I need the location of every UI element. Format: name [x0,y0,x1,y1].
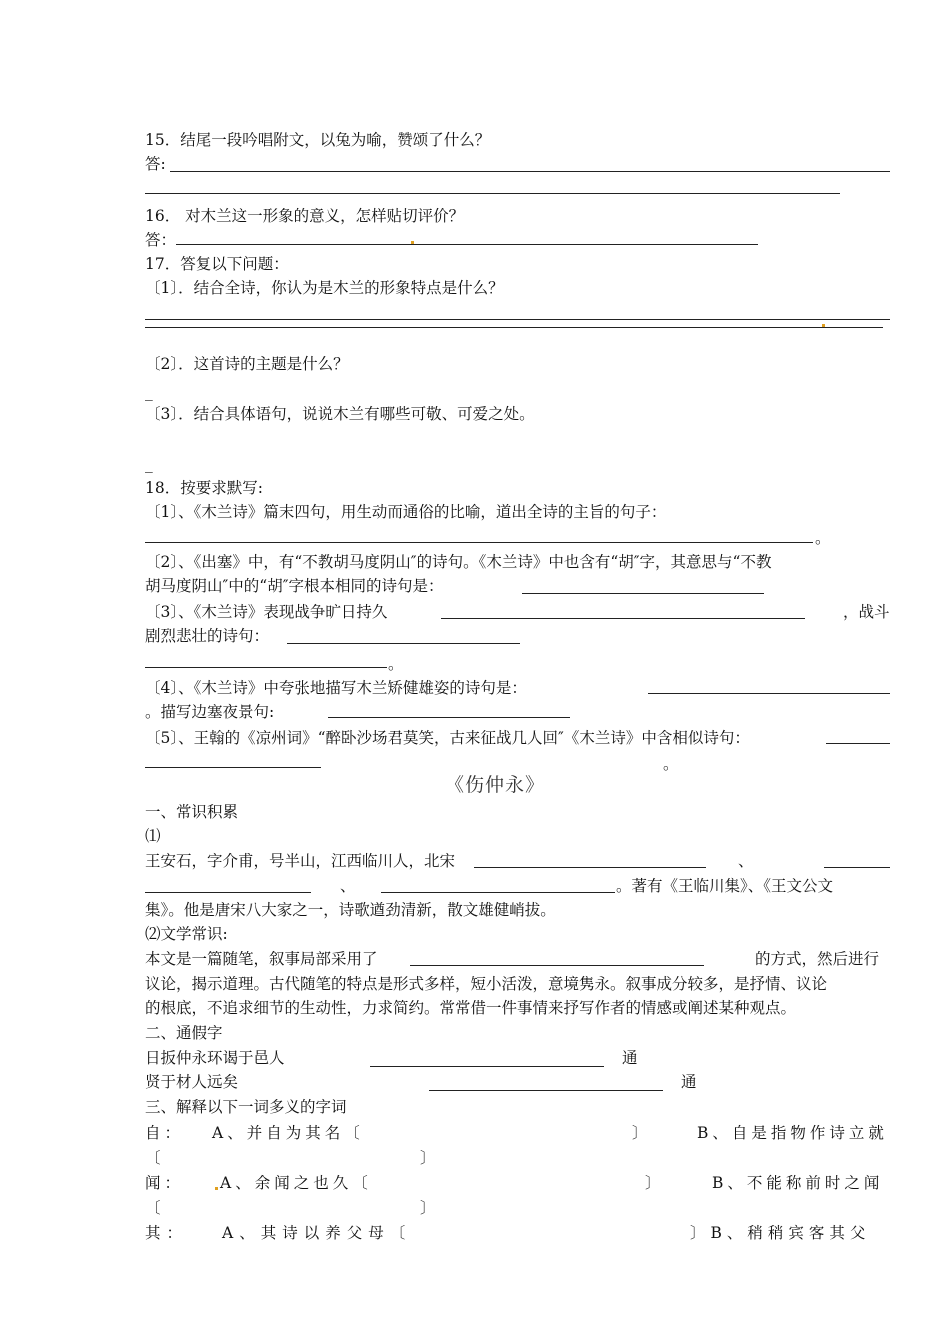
s2-row-2-line[interactable] [429,1090,663,1091]
q18-heading: 18．按要求默写: [145,479,263,497]
s3-wen-open2: 〔 [145,1199,161,1217]
s1-author-sep-1: 、 [738,852,754,870]
q18-part4-a: 〔4〕、《木兰诗》中夸张地描写木兰矫健雄姿的诗句是： [145,679,527,697]
s1-lit-a2: 的方式，然后进行 [755,950,880,968]
q15-answer-label: 答: [145,155,166,173]
s3-wen-b: B、不能称前时之闻 [712,1174,884,1192]
mark-dot [411,241,414,244]
q16-question: 16． 对木兰这一形象的意义，怎样贴切评价？ [145,207,465,225]
q16-answer-line[interactable] [176,244,758,245]
s1-author-line-2[interactable] [824,867,890,868]
s3-qi-b: 〕B、稍稍宾客其父 [690,1224,871,1242]
q18-part2-a: 〔2〕、《出塞》中，有“不教胡马度阴山″的诗句。《木兰诗》中也含有“胡″字，其意思与“不教 [145,553,772,571]
s3-qi-label: 其： [145,1224,189,1242]
q18-part4-b: 。描写边塞夜景句: [145,703,275,721]
s1-author-b: 。著有《王临川集》、《王文公文 [616,877,834,895]
q18-part5-end: 。 [663,755,679,773]
s2-row-2-tong: 通 [681,1073,697,1091]
s1-author-a: 王安石，字介甫，号半山，江西临川人，北宋 [145,852,456,870]
s1-author-line-1[interactable] [474,867,706,868]
q17-part3-dash: _ [145,455,153,473]
q18-part3-c: 剧烈悲壮的诗句： [145,627,270,645]
s3-qi-a: A、其诗以养父母〔 [222,1224,412,1242]
s1-number-2: ⑵文学常识: [145,925,228,943]
q18-part4-line-2[interactable] [328,717,570,718]
s1-lit-b: 议论，揭示道理。古代随笔的特点是形式多样，短小活泼，意境隽永。叙事成分较多，是抒情、议论 [145,975,828,993]
q18-part2-b: 胡马度阴山″中的“胡″字根本相同的诗句是： [145,577,444,595]
s1-number-1: ⑴ [145,827,161,845]
s1-lit-c: 的根底，不追求细节的生动性，力求简约。常常借一件事情来抒写作者的情感或阐述某种观点。 [145,999,797,1017]
q18-part5-line-1[interactable] [826,743,890,744]
q18-part3-line-2[interactable] [287,643,520,644]
q15-answer-line-2[interactable] [145,193,840,194]
s1-author-line-4[interactable] [381,892,615,893]
q18-part1: 〔1〕、《木兰诗》篇末四句，用生动而通俗的比喻，道出全诗的主旨的句子： [145,503,667,521]
q17-part1: 〔1〕．结合全诗，你认为是木兰的形象特点是什么？ [145,279,504,297]
q18-part3-a: 〔3〕、《木兰诗》表现战争旷日持久 [145,603,388,621]
s3-wen-close2: 〕 [420,1199,436,1217]
s3-zi-b: B、自是指物作诗立就 [697,1124,888,1142]
s3-zi-close2: 〕 [420,1149,436,1167]
q18-part2-line[interactable] [522,593,764,594]
s3-heading: 三、解释以下一词多义的字词 [145,1098,347,1116]
s2-heading: 二、通假字 [145,1024,223,1042]
s3-zi-label: 自： [145,1124,185,1142]
s1-lit-line[interactable] [410,965,704,966]
q17-part1-line-2[interactable] [145,327,883,328]
s3-wen-label: 闻： [145,1174,185,1192]
q17-part1-line-1[interactable] [145,319,890,320]
q18-part3-b: ，战斗 [843,603,890,621]
section-title: 《伤仲永》 [445,774,546,796]
s2-row-2: 贤于材人远矣 [145,1073,239,1091]
s3-wen-a: A、余闻之也久〔 [220,1174,372,1192]
q17-part3: 〔3〕．结合具体语句，说说木兰有哪些可敬、可爱之处。 [145,405,535,423]
s1-lit-a: 本文是一篇随笔，叙事局部采用了 [145,950,378,968]
q17-heading: 17．答复以下问题： [145,255,289,273]
s3-zi-close: 〕 [632,1124,648,1142]
s1-author-c: 集》。他是唐宋八大家之一，诗歌遒劲清新，散文雄健峭拔。 [145,901,556,919]
q17-part2-dash: _ [145,383,153,401]
q18-part4-line-1[interactable] [648,693,890,694]
q18-part3-line-1[interactable] [441,618,805,619]
q17-part2: 〔2〕．这首诗的主题是什么？ [145,355,349,373]
q18-part3-end: 。 [388,655,404,673]
mark-dot [215,1187,218,1190]
s2-row-1: 日扳仲永环谒于邑人 [145,1049,285,1067]
s1-author-line-3[interactable] [145,892,311,893]
s3-wen-close: 〕 [645,1174,661,1192]
q18-part1-end: 。 [815,529,831,547]
q18-part1-line[interactable] [145,542,813,543]
s2-row-1-tong: 通 [622,1049,638,1067]
q15-question: 15．结尾一段吟唱附文，以兔为喻，赞颂了什么？ [145,131,491,149]
q18-part5-a: 〔5〕、王翰的《凉州词》“醉卧沙场君莫笑，古来征战几人回″《木兰诗》中含相似诗句： [145,729,750,747]
s3-zi-a: A、并自为其名〔 [212,1124,364,1142]
q16-answer-label: 答： [145,231,177,249]
q15-answer-line-1[interactable] [170,171,890,172]
s2-row-1-line[interactable] [370,1066,604,1067]
s3-zi-open2: 〔 [145,1149,161,1167]
q18-part5-line-2[interactable] [145,767,321,768]
mark-dot [822,324,825,327]
q18-part3-line-3[interactable] [145,667,387,668]
s1-heading: 一、常识积累 [145,803,239,821]
s1-author-sep-2: 、 [340,877,356,895]
